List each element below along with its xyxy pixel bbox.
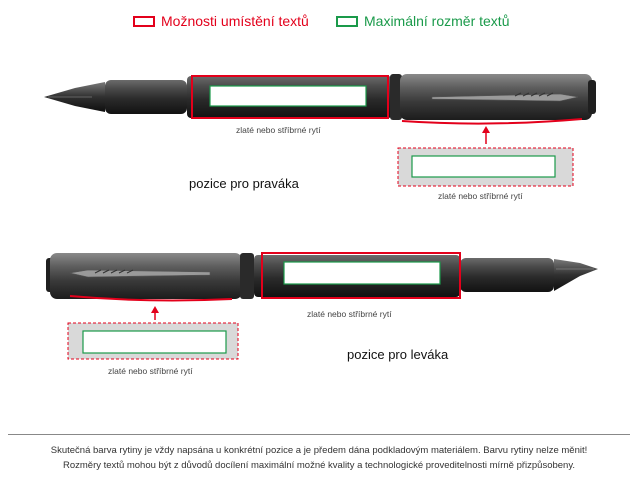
cap-engraving-note: zlaté nebo stříbrné rytí xyxy=(108,366,193,376)
legend-max-size-label: Maximální rozměr textů xyxy=(364,13,510,29)
cap-engraving-note: zlaté nebo stříbrné rytí xyxy=(438,191,523,201)
footer-note-line1: Skutečná barva rytiny je vždy napsána u konkrétní pozice a je předem dána podkladovým materiálem. Barvu rytiny nelze měnit! xyxy=(50,445,588,456)
legend-placement-label: Možnosti umístění textů xyxy=(161,13,309,29)
barrel-engraving-note: zlaté nebo stříbrné rytí xyxy=(307,309,392,319)
left-handed-position-label: pozice pro leváka xyxy=(347,347,449,362)
cap-max-size-frame xyxy=(83,331,226,353)
footer-note-line2: Rozměry textů mohou být z důvodů docílení maximální možné kvality a technologické proveditelnosti mírně přizpůsobeny. xyxy=(62,460,576,471)
grip-section xyxy=(105,80,187,114)
pen-left-handed xyxy=(46,253,598,359)
barrel-max-size-frame xyxy=(210,86,366,106)
nib xyxy=(554,259,598,291)
ring xyxy=(240,253,254,299)
right-handed-position-label: pozice pro praváka xyxy=(189,176,299,191)
barrel-engraving-note: zlaté nebo stříbrné rytí xyxy=(236,125,321,135)
grip-section xyxy=(460,258,554,292)
footer-divider xyxy=(8,434,630,435)
barrel-max-size-frame xyxy=(284,262,440,284)
cap-max-size-frame xyxy=(412,156,555,177)
